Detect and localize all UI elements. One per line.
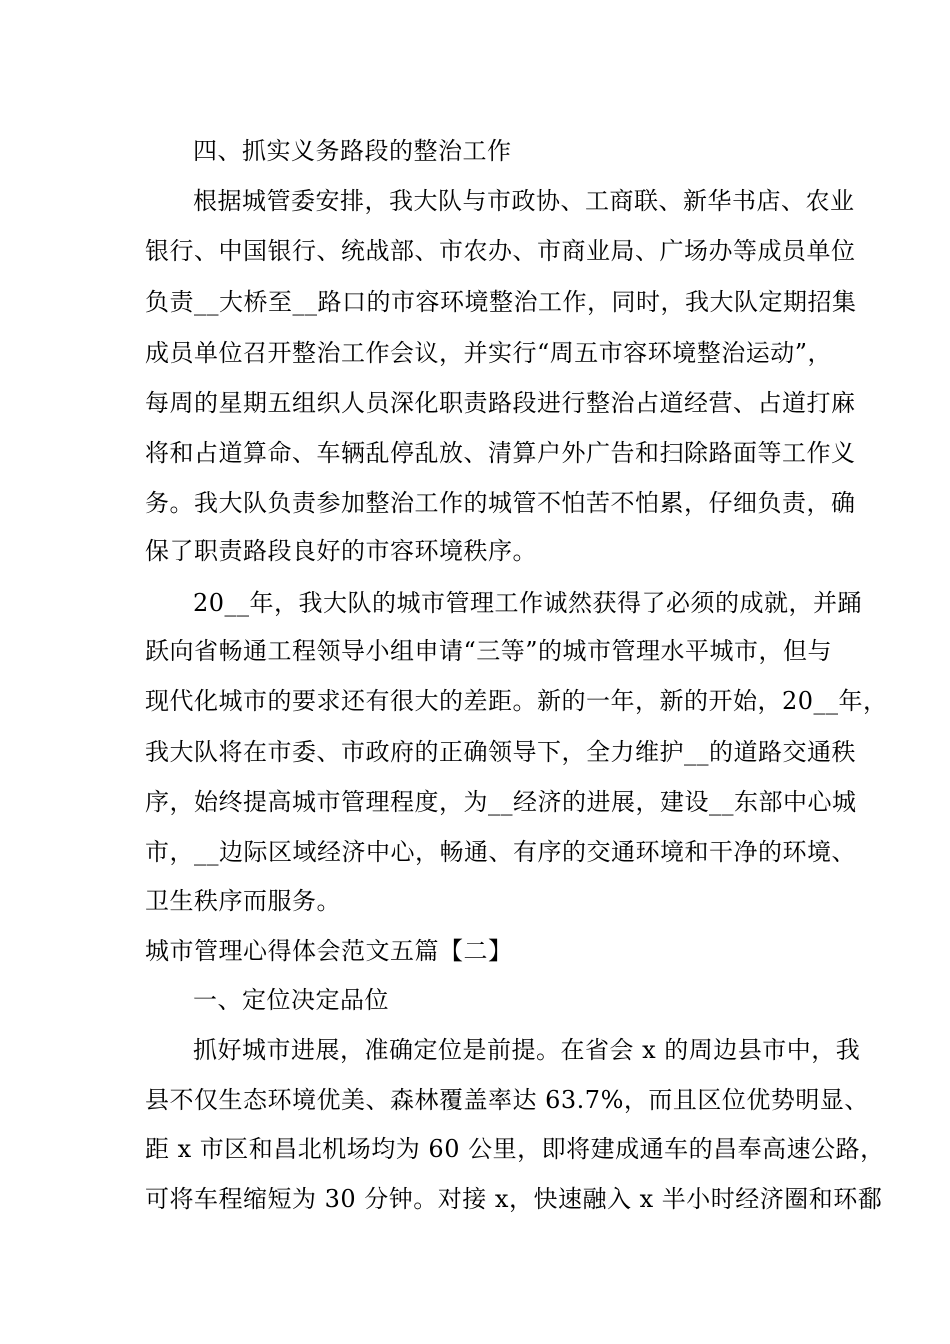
paragraph-line: 跃向省畅通工程领导小组申请“三等”的城市管理水平城市，但与 [145, 637, 833, 665]
paragraph-line: 卫生秩序而服务。 [145, 887, 341, 915]
paragraph-line: 县不仅生态环境优美、森林覆盖率达 63.7%，而且区位优势明显、 [145, 1086, 869, 1114]
paragraph-line: 序，始终提高城市管理程度，为__经济的进展，建设__东部中心城 [145, 788, 857, 816]
paragraph-line: 务。我大队负责参加整治工作的城管不怕苦不怕累，仔细负责，确 [145, 489, 856, 517]
paragraph-line: 距 x 市区和昌北机场均为 60 公里，即将建成通车的昌奉高速公路， [145, 1135, 885, 1163]
paragraph-line: 现代化城市的要求还有很大的差距。新的一年，新的开始，20__年， [145, 687, 888, 715]
paragraph-line: 每周的星期五组织人员深化职责路段进行整治占道经营、占道打麻 [145, 389, 856, 417]
article-title: 城市管理心得体会范文五篇【二】 [145, 937, 513, 965]
paragraph-line: 市，__边际区域经济中心，畅通、有序的交通环境和干净的环境、 [145, 838, 856, 866]
paragraph-line: 根据城管委安排，我大队与市政协、工商联、新华书店、农业 [193, 187, 855, 215]
paragraph-line: 成员单位召开整治工作会议，并实行“周五市容环境整治运动”， [145, 339, 833, 367]
paragraph-line: 20__年，我大队的城市管理工作诚然获得了必须的成就，并踊 [193, 589, 863, 617]
paragraph-line: 保了职责路段良好的市容环境秩序。 [145, 537, 537, 565]
paragraph-line: 将和占道算命、车辆乱停乱放、清算户外广告和扫除路面等工作义 [145, 439, 856, 467]
paragraph-line: 抓好城市进展，准确定位是前提。在省会 x 的周边县市中，我 [193, 1036, 861, 1064]
paragraph-line: 我大队将在市委、市政府的正确领导下，全力维护__的道路交通秩 [145, 738, 856, 766]
section-heading-4: 四、抓实义务路段的整治工作 [193, 137, 512, 165]
paragraph-line: 负责__大桥至__路口的市容环境整治工作，同时，我大队定期招集 [145, 288, 857, 316]
paragraph-line: 可将车程缩短为 30 分钟。对接 x，快速融入 x 半小时经济圈和环鄱 [145, 1185, 883, 1213]
paragraph-line: 银行、中国银行、统战部、市农办、市商业局、广场办等成员单位 [145, 237, 856, 265]
section-heading-1: 一、定位决定品位 [193, 986, 389, 1014]
